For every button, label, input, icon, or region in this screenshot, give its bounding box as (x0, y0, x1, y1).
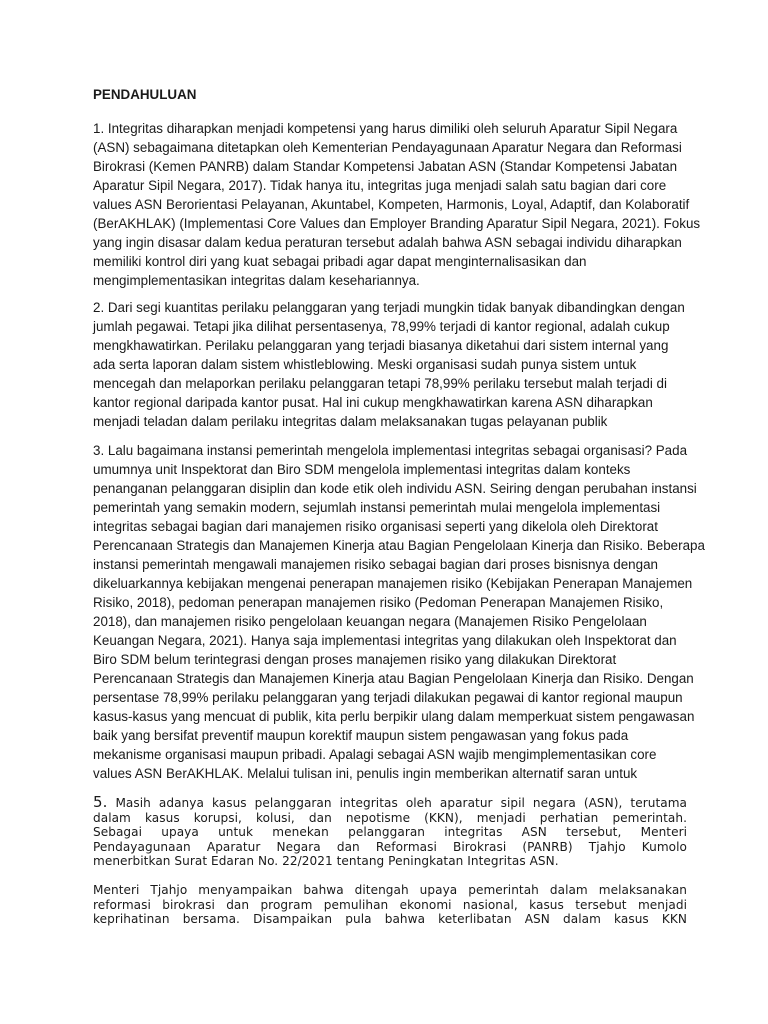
paragraph-1-line: Aparatur Sipil Negara, 2017). Tidak hanya itu, integritas juga menjadi salah satu bagian dari core (93, 178, 667, 193)
paragraph-5-number: 5. (93, 793, 108, 811)
paragraph-2-line: ada serta laporan dalam sistem whistleblowing. Meski organisasi sudah punya sistem untuk (93, 357, 637, 372)
paragraph-1-line: 1. Integritas diharapkan menjadi kompetensi yang harus dimiliki oleh seluruh Aparatur Sipil Negara (93, 121, 678, 136)
paragraph-3-line: persentase 78,99% perilaku pelanggaran yang terjadi dilakukan pegawai di kantor regional maupun (93, 690, 683, 705)
paragraph-1-line: memiliki kontrol diri yang kuat sebagai pribadi agar dapat menginternalisasikan dan (93, 254, 587, 269)
paragraph-5-line (93, 795, 687, 811)
paragraph-5-line: Sebagai upaya untuk menekan pelanggaran integritas ASN tersebut, Menteri (93, 825, 687, 840)
paragraph-2-line: mengkhawatirkan. Perilaku pelanggaran yang terjadi biasanya diketahui dari sistem internal yang (93, 338, 669, 353)
paragraph-3-line: Biro SDM belum terintegrasi dengan proses manajemen risiko yang dilakukan Direktorat (93, 652, 617, 667)
paragraph-2-line: 2. Dari segi kuantitas perilaku pelanggaran yang terjadi mungkin tidak banyak dibandingkan dengan (93, 300, 685, 315)
paragraph-1-line: (ASN) sebagaimana ditetapkan oleh Kementerian Pendayagunaan Aparatur Negara dan Reformasi (93, 140, 682, 155)
paragraph-5-line: dalam kasus korupsi, kolusi, dan nepotisme (KKN), menjadi perhatian pemerintah. (93, 810, 687, 825)
paragraph-1-line: Birokrasi (Kemen PANRB) dalam Standar Kompetensi Jabatan ASN (Standar Kompetensi Jabatan (93, 159, 678, 174)
paragraph-1 (93, 119, 701, 290)
paragraph-3-line: kasus-kasus yang mencuat di publik, kita perlu berpikir ulang dalam memperkuat sistem pengawasan (93, 709, 695, 724)
paragraph-3-line: Perencanaan Strategis dan Manajemen Kinerja atau Bagian Pengelolaan Kinerja dan Risiko. Beberapa (93, 538, 705, 553)
paragraph-3-line: mekanisme organisasi maupun pribadi. Apalagi sebagai ASN wajib mengimplementasikan core (93, 747, 657, 762)
paragraph-3-line: integritas sebagai bagian dari manajemen risiko organisasi seperti yang dikelola oleh Direktorat (93, 519, 658, 534)
paragraph-2 (93, 298, 687, 431)
paragraph-3-line: umumnya unit Inspektorat dan Biro SDM mengelola implementasi integritas dalam konteks (93, 462, 631, 477)
paragraph-3-line: penanganan pelanggaran disiplin dan kode etik oleh individu ASN. Seiring dengan perubahan instansi (93, 481, 697, 496)
paragraph-2-line: menjadi teladan dalam perilaku integritas dalam melaksanakan tugas pelayanan publik (93, 414, 608, 429)
paragraph-3-line: 2018), dan manajemen risiko pengelolaan keuangan negara (Manajemen Risiko Pengelolaan (93, 614, 647, 629)
paragraph-1-line: mengimplementasikan integritas dalam kesehariannya. (93, 273, 420, 288)
paragraph-6-line: Menteri Tjahjo menyampaikan bahwa ditengah upaya pemerintah dalam melaksanakan (93, 883, 687, 897)
paragraph-3-line: baik yang bersifat preventif maupun korektif maupun sistem pengawasan yang fokus pada (93, 728, 629, 743)
paragraph-5-line: menerbitkan Surat Edaran No. 22/2021 tentang Peningkatan Integritas ASN. (93, 854, 559, 869)
paragraph-2-line: mencegah dan melaporkan perilaku pelanggaran tetapi 78,99% perilaku tersebut malah terjadi di (93, 376, 667, 391)
paragraph-1-line: yang ingin disasar dalam kedua peraturan tersebut adalah bahwa ASN sebagai individu diharapkan (93, 235, 682, 250)
paragraph-3-line: values ASN BerAKHLAK. Melalui tulisan ini, penulis ingin memberikan alternatif saran untuk (93, 766, 638, 781)
paragraph-5 (93, 795, 687, 869)
paragraph-6-line: keprihatinan bersama. Disampaikan pula bahwa keterlibatan ASN dalam kasus KKN (93, 912, 687, 927)
paragraph-1-line: values ASN Berorientasi Pelayanan, Akuntabel, Kompeten, Harmonis, Loyal, Adaptif, dan Kolaboratif (93, 197, 690, 212)
document-heading: PENDAHULUAN (93, 87, 197, 102)
paragraph-6 (93, 883, 687, 927)
paragraph-2-line: kantor regional daripada kantor pusat. Hal ini cukup mengkhawatirkan karena ASN diharapkan (93, 395, 653, 410)
paragraph-3-line: instansi pemerintah mengawali manajemen risiko sebagai bagian dari proses bisnisnya dengan (93, 557, 658, 572)
paragraph-2-line: jumlah pegawai. Tetapi jika dilihat persentasenya, 78,99% terjadi di kantor regional, adalah cukup (93, 319, 670, 334)
paragraph-3-line: Keuangan Negara, 2021). Hanya saja implementasi integritas yang dilakukan oleh Inspektorat dan (93, 633, 677, 648)
paragraph-6-line: reformasi birokrasi dan program pemulihan ekonomi nasional, kasus tersebut menjadi (93, 897, 687, 912)
paragraph-5-line: Pendayagunaan Aparatur Negara dan Reformasi Birokrasi (PANRB) Tjahjo Kumolo (93, 839, 687, 854)
paragraph-3-line: pemerintah yang semakin modern, sejumlah instansi pemerintah mulai mengelola implementasi (93, 500, 661, 515)
paragraph-1-line: (BerAKHLAK) (Implementasi Core Values dan Employer Branding Aparatur Sipil Negara, 2021). Fokus (93, 216, 701, 231)
paragraph-3-line: Perencanaan Strategis dan Manajemen Kinerja atau Bagian Pengelolaan Kinerja dan Risiko. Dengan (93, 671, 694, 686)
paragraph-5-line-text: Masih adanya kasus pelanggaran integritas oleh aparatur sipil negara (ASN), terutama (107, 796, 687, 810)
paragraph-3-line: Risiko, 2018), pedoman penerapan manajemen risiko (Pedoman Penerapan Manajemen Risiko, (93, 595, 664, 610)
paragraph-3-line: 3. Lalu bagaimana instansi pemerintah mengelola implementasi integritas sebagai organisasi? Pada (93, 443, 688, 458)
paragraph-3-line: dikeluarkannya kebijakan mengenai penerapan manajemen risiko (Kebijakan Penerapan Manajemen (93, 576, 693, 591)
paragraph-3 (93, 441, 705, 783)
